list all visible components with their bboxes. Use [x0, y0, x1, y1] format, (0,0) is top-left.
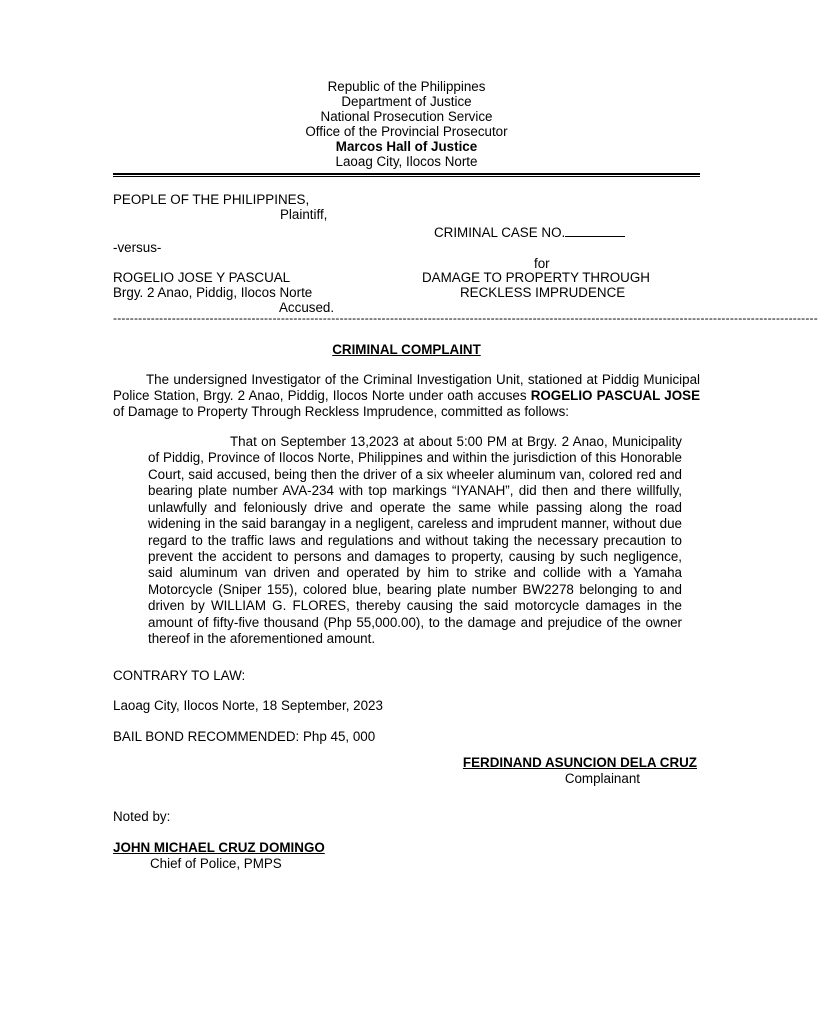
noted-by-label: Noted by:	[113, 808, 171, 824]
document-page	[113, 79, 818, 872]
versus: -versus-	[113, 240, 162, 255]
case-number-blank	[565, 225, 625, 237]
offense-line-1: DAMAGE TO PROPERTY THROUGH	[422, 270, 650, 285]
header-office: Office of the Provincial Prosecutor	[305, 124, 508, 139]
letterhead	[113, 79, 700, 169]
plaintiff-name: PEOPLE OF THE PHILIPPINES,	[113, 192, 310, 207]
allegation-paragraph: That on September 13,2023 at about 5:00 PM at Brgy. 2 Anao, Municipality of Piddig, Province of Ilocos Norte, Philippines and within the jurisdiction of this Honorable Court, said accused, being then the driver of a six wheeler aluminum van, colored red and bearing plate number AVA-234 with top markings “IYANAH”, did then and there willfully, unlawfully and feloniously drive and operate the same while passing along the road widening in the said barangay in a negligent, careless and imprudent manner, without due regard to the traffic laws and regulations and without taking the necessary precaution to prevent the accident to persons and damages to property, causing by such negligence, said aluminum van driven and operated by him to strike and collide with a Yamaha Motorcycle (Sniper 155), colored blue, bearing plate number BW2278 belonging to and driven by WILLIAM G. FLORES, thereby causing the said motorcycle damages in the amount of fifty-five thousand (Php 55,000.00), to the damage and prejudice of the owner thereof in the aforementioned amount.	[148, 434, 682, 646]
header-rule-thick	[113, 173, 700, 175]
header-service: National Prosecution Service	[320, 109, 493, 124]
intro-text-before: The undersigned Investigator of the Criminal Investigation Unit, stationed at Piddig Municipal Police Station, Brgy. 2 Anao, Piddig, Ilocos Norte under oath accuses	[113, 372, 700, 404]
intro-paragraph	[113, 372, 700, 420]
document-title: CRIMINAL COMPLAINT	[332, 342, 481, 357]
caption-separator: ------------------------------------------------------------------------------------------------------------------------------------------------------------------------	[113, 311, 818, 325]
intro-accused-name: ROGELIO PASCUAL JOSE	[530, 388, 701, 404]
header-hall: Marcos Hall of Justice	[335, 139, 478, 154]
plaintiff-role: Plaintiff,	[280, 207, 328, 222]
offense-line-2: RECKLESS IMPRUDENCE	[460, 285, 626, 300]
noted-by-role: Chief of Police, PMPS	[150, 855, 282, 871]
noted-by-name: JOHN MICHAEL CRUZ DOMINGO	[113, 839, 325, 855]
complainant-name: FERDINAND ASUNCION DELA CRUZ	[462, 754, 697, 770]
case-number	[434, 225, 625, 241]
accused-name: ROGELIO JOSE Y PASCUAL	[113, 270, 291, 285]
intro-text-after: of Damage to Property Through Reckless Imprudence, committed as follows:	[113, 404, 569, 420]
complainant-signature	[113, 755, 700, 787]
header-rule-thin	[113, 176, 700, 177]
contrary-to-law: CONTRARY TO LAW:	[113, 668, 246, 684]
complainant-role: Complainant	[564, 770, 640, 786]
header-republic: Republic of the Philippines	[327, 79, 486, 94]
case-caption	[113, 192, 700, 315]
header-location: Laoag City, Ilocos Norte	[335, 154, 478, 169]
accused-role: Accused.	[279, 300, 335, 315]
bail-recommendation: BAIL BOND RECOMMENDED: Php 45, 000	[113, 728, 376, 744]
header-department: Department of Justice	[341, 94, 472, 109]
case-number-label: CRIMINAL CASE NO.	[434, 225, 566, 240]
for-label: for	[534, 256, 550, 271]
place-and-date: Laoag City, Ilocos Norte, 18 September, 2023	[113, 698, 383, 714]
accused-address: Brgy. 2 Anao, Piddig, Ilocos Norte	[113, 285, 313, 300]
